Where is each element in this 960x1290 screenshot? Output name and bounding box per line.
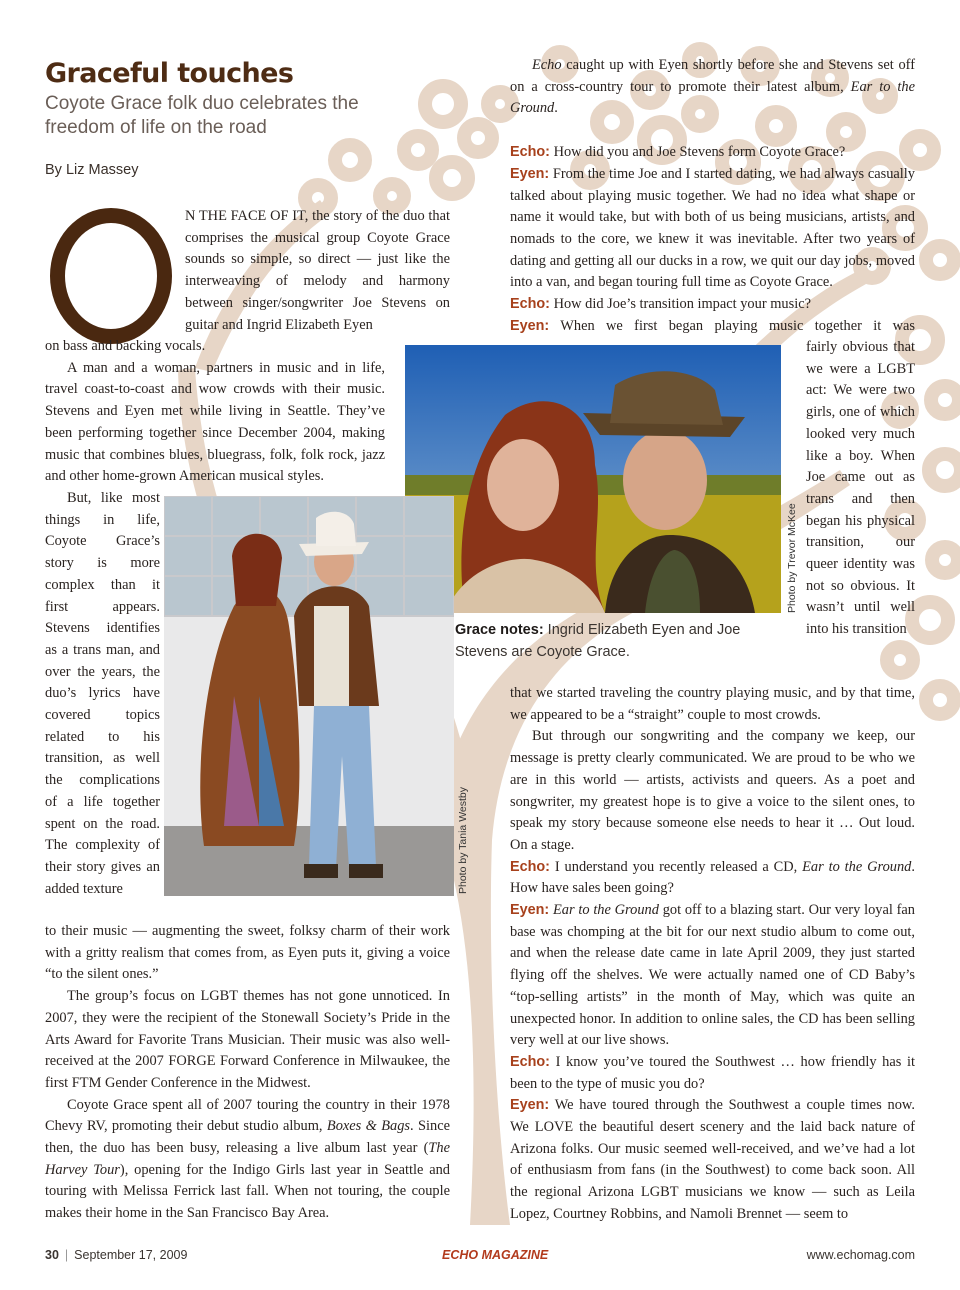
question-4-text: I know you’ve toured the Southwest … how friendly has it been to the type of music you do? [510,1053,915,1092]
caption-lead: Grace notes: [455,622,544,638]
question-2-text: How did Joe’s transition impact your music? [549,296,811,313]
article-title: Graceful touches [45,58,294,89]
issue-date: September 17, 2009 [74,1248,188,1262]
caption-text: Ingrid Elizabeth Eyen and Joe Stevens are Coyote Grace. [455,622,741,660]
paragraph-3-start: But, like most things in life, Coyote Grace’s story is more complex than it first appears. Stevens identifies as a trans man, and over the years, the duo’s lyrics have covered topics related to his transition, as well the complications of a life together spent on the road. The complexity of their story gives an added texture [45,490,160,897]
answer-4 [510,1095,915,1225]
answer-2-side [806,337,915,641]
question-2 [510,294,915,316]
paragraph-3-wide [45,921,450,1225]
echo-italic: Echo [532,57,562,73]
magazine-name: ECHO MAGAZINE [442,1248,549,1262]
drop-cap [50,208,172,344]
answer-2-text-start: When we first began playing music together it was [549,317,915,334]
duo-wall-illustration [164,496,454,896]
speaker-eyen-label: Eyen: [510,317,550,334]
speaker-echo-label: Echo: [510,296,550,313]
duo-portrait-illustration [405,345,781,613]
left-photo-credit: Photo by Tania Westby [457,786,469,894]
paragraph-3-end: to their music — augmenting the sweet, folksy charm of their work with a gritty realism that comes from, as Eyen puts it, giving a voice “to the silent ones.” [45,923,450,983]
p5-live-album-title: The Harvey Tour [45,1140,450,1178]
page-footer [45,1248,915,1268]
duo-portrait-photo [405,345,781,613]
question-1 [510,142,915,164]
article-header [45,58,425,140]
p5-text-a: Coyote Grace spent all of 2007 touring the country in their 1978 Chevy RV, promoting their debut studio album, [45,1096,450,1135]
answer-1-text: From the time Joe and I started dating, we had always casually talked about playing music together. We had no idea what shape or name it would take, but with both of us being musicians, artists, and nomads to the core, we knew it was inevitable. After two years of dating and getting all our ducks in a row, we quit our day jobs, moved into a van, and began touring full time as Coyote Grace. [510,165,915,291]
speaker-echo-label: Echo: [510,858,550,875]
p5-text-b: . Since then, the duo has been busy, releasing a live album last year ( [45,1118,451,1157]
answer-1 [510,164,915,294]
intro-text-continued: on bass and backing vocals. [45,338,206,354]
answer-3 [510,900,915,1052]
interview-intro [510,55,915,120]
intro-text: the story of the duo that comprises the musical group Coyote Grace sounds so simple, so direct — just like the interweaving of melody and harmony between singer/songwriter Joe Stevens on guitar and Ingrid Elizabeth Eyen [185,208,450,333]
answer-2-side-text: fairly obvious that we were a LGBT act: We were two girls, one of which looked very much like a boy. When Joe came out as trans and then began his physical transition, our queer identity was not so obvious. It wasn’t until well into his transition [806,339,915,638]
duo-wall-photo [164,496,454,896]
page-number: 30 [45,1248,59,1262]
footer-separator: | [64,1248,69,1262]
intro-album-title: Ear to the Ground [510,78,915,117]
interview-bottom [510,683,915,1226]
speaker-eyen-label: Eyen: [510,165,550,182]
question-1-text: How did you and Joe Stevens form Coyote Grace? [549,144,846,161]
p5-text-c: ), opening for the Indigo Girls last year in Seattle and touring with Melissa Ferrick last fall. When not touring, the couple makes their home in the San Francisco Bay Area. [45,1161,450,1222]
speaker-echo-label: Echo: [510,144,550,161]
interview-top [510,55,915,337]
answer-2-start [510,316,915,338]
intro-text-a: caught up with Eyen shortly before she and Stevens set off on a cross-country tour to promote their latest album, [510,57,915,95]
article-subtitle: Coyote Grace folk duo celebrates the freedom of life on the road [45,93,359,138]
photo-caption [455,619,795,663]
intro-text-bottom [45,336,450,488]
answer-4-text: We have toured through the Southwest a couple times now. We LOVE the beautiful desert scenery and the laid back nature of Arizona folks. Our music seemed well-received, and we’ve had a lot of enthusiasm from fans (in the Southwest) to come back soon. All the regional Arizona LGBT musicians we know — such as Leila Lopez, Courtney Robbins, and Namoli Brennet — seem to [510,1097,915,1222]
question-3 [510,857,915,900]
website-url: www.echomag.com [806,1248,915,1262]
byline: By Liz Massey [45,162,139,178]
question-3-text-b: . How have sales been going? [510,858,915,897]
drop-cap-letter-o [50,208,172,344]
p5-album-title: Boxes & Bags [326,1118,411,1135]
intro-text-top [185,206,450,336]
answer-2-continued: that we started traveling the country playing music, and by that time, we appeared to be a “straight” couple to most crowds. [510,685,915,723]
main-photo-credit: Photo by Trevor McKee [786,503,798,613]
question-3-text-a: I understand you recently released a CD, [549,858,803,875]
paragraph-5 [45,1095,450,1225]
intro-lead-caps: N THE FACE OF IT, [185,208,309,224]
question-4 [510,1052,915,1095]
speaker-echo-label: Echo: [510,1053,550,1070]
paragraph-2: A man and a woman, partners in music and in life, travel coast-to-coast and wow crowds with their music. Stevens and Eyen met while living in Seattle. They’ve been performing together since December 2004, making music that combines blues, bluegrass, folk, folk rock, jazz and other home-grown American musical styles. [45,359,385,485]
answer-3-album: Ear to the Ground [552,902,659,919]
answer-2-paragraph-2: But through our songwriting and the company we keep, our message is pretty clearly communicated. We are proud to be who we are in this world — artists, activists and queers. As a poet and songwriter, my greatest hope is to give a voice to the silent ones, to speak my story because someone else needs to hear it … Out loud. On a stage. [510,728,915,853]
paragraph-4: The group’s focus on LGBT themes has not gone unnoticed. In 2007, they were the recipient of the Stonewall Society’s Pride in the Arts Award for Favorite Trans Musician. Their music was also well-received at the 2007 FORGE Forward Conference in Milwaukee, the first FTM Gender Conference in the Midwest. [45,988,450,1091]
intro-text-end: . [554,100,558,117]
speaker-eyen-label: Eyen: [510,1097,550,1114]
answer-3-text: got off to a blazing start. Our very loyal fan base was chomping at the bit for our next studio album to come out, and when the release date came in late April 2009, they just started flying off the shelves. We were actually named one of CD Baby’s “top-selling artists” in the month of May, which was quite an unexpected honor. In addition to online sales, the CD has been selling very well at our live shows. [510,902,915,1049]
question-3-album: Ear to the Ground [802,858,912,875]
paragraph-3-narrow [45,488,160,900]
speaker-eyen-label: Eyen: [510,902,550,919]
